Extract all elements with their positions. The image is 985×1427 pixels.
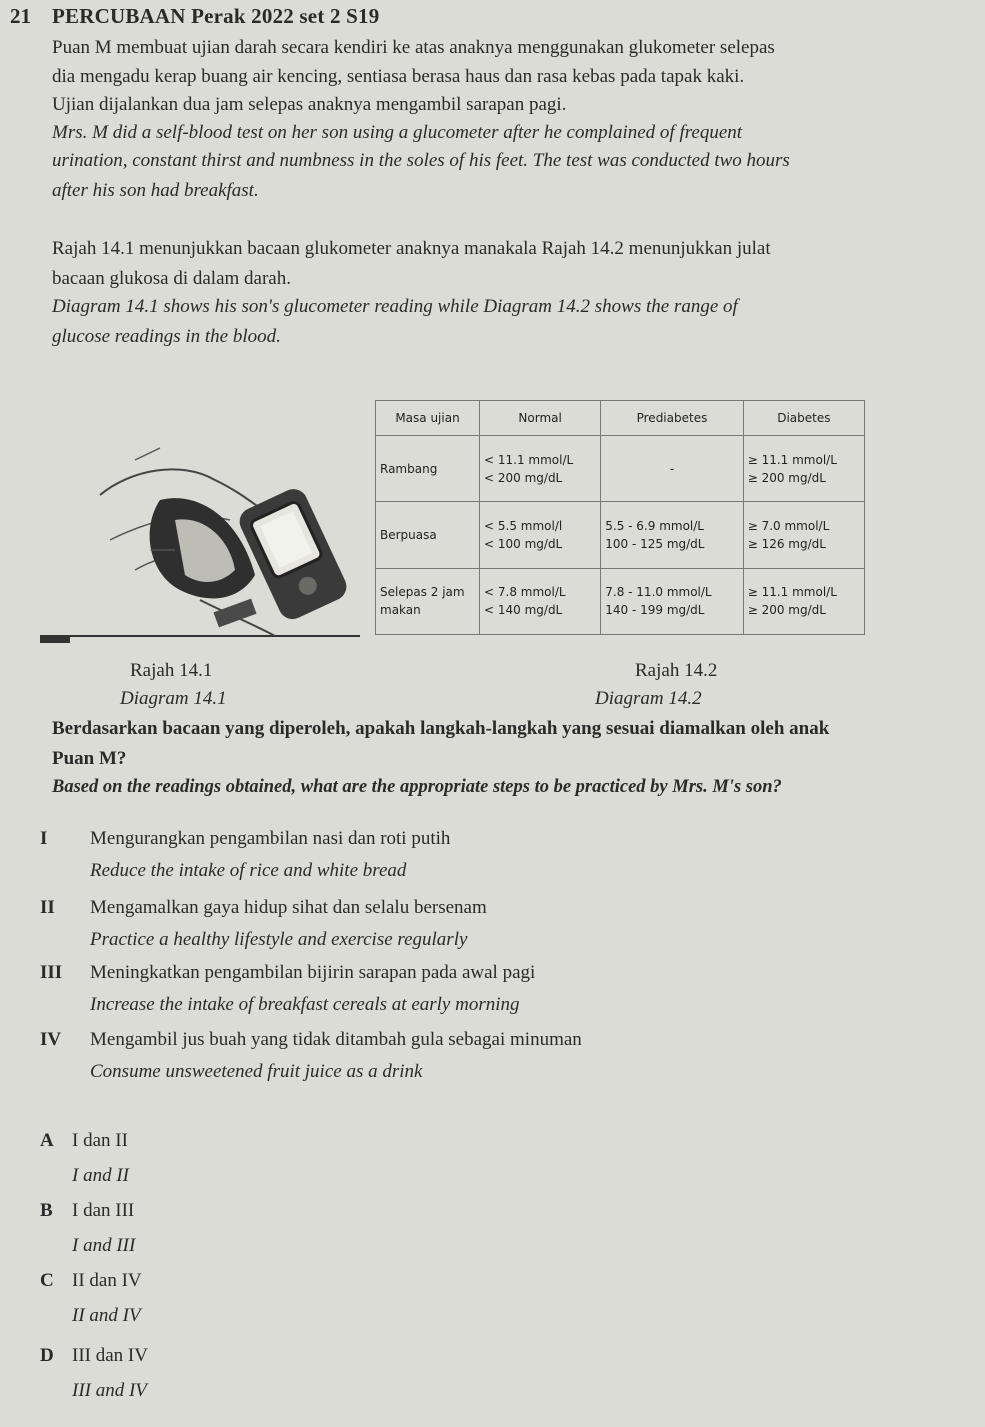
row-label-after-meal: [376, 568, 480, 634]
answer-letter-b[interactable]: B: [40, 1200, 53, 1221]
row-label-line: Selepas 2 jam: [380, 585, 465, 600]
diagram-desc-ms-line-2: bacaan glukosa di dalam darah.: [52, 268, 291, 289]
statement-en-4: Consume unsweetened fruit juice as a drink: [90, 1061, 423, 1082]
answer-ms-b[interactable]: I dan III: [72, 1200, 135, 1221]
glucose-range-table: [375, 400, 865, 635]
intro-ms-line-2: dia mengadu kerap buang air kencing, sentiasa berasa haus dan rasa kebas pada tapak kaki.: [52, 66, 745, 87]
statement-num-1: I: [40, 828, 48, 849]
cell-random-diabetes: [743, 436, 864, 502]
cell-line: 7.8 - 11.0 mmol/L: [605, 585, 712, 600]
cell-after-meal-normal: [480, 568, 601, 634]
cell-line: < 100 mg/dL: [484, 536, 563, 551]
header-normal: Normal: [480, 401, 601, 436]
cell-line: ≥ 200 mg/dL: [747, 603, 826, 618]
cell-line: ≥ 11.1 mmol/L: [747, 452, 837, 467]
glucometer-illustration: [40, 400, 360, 648]
diagram-desc-en-line-1: Diagram 14.1 shows his son's glucometer reading while Diagram 14.2 shows the range of: [52, 296, 738, 317]
intro-en-line-1: Mrs. M did a self-blood test on her son using a glucometer after he complained of frequent: [52, 122, 743, 143]
answer-letter-a[interactable]: A: [40, 1130, 54, 1151]
statement-ms-1: Mengurangkan pengambilan nasi dan roti putih: [90, 828, 451, 849]
statement-en-2: Practice a healthy lifestyle and exercise regularly: [90, 929, 468, 950]
cell-line: < 11.1 mmol/L: [484, 452, 574, 467]
header-diabetes: Diabetes: [743, 401, 864, 436]
diagram2-caption-ms: Rajah 14.2: [635, 660, 718, 681]
answer-en-d[interactable]: III and IV: [72, 1380, 147, 1401]
intro-en-line-2: urination, constant thirst and numbness in the soles of his feet. The test was conducted two hours: [52, 150, 790, 171]
diagram1-caption-ms: Rajah 14.1: [130, 660, 213, 681]
answer-letter-d[interactable]: D: [40, 1345, 54, 1366]
statement-num-3: III: [40, 962, 63, 983]
cell-line: ≥ 126 mg/dL: [747, 536, 826, 551]
question-number: 21: [10, 4, 31, 28]
statement-num-2: II: [40, 897, 55, 918]
cell-fasting-prediabetes: [601, 502, 743, 568]
cell-fasting-normal: [480, 502, 601, 568]
cell-line: 140 - 199 mg/dL: [605, 603, 705, 618]
row-label-random: Rambang: [376, 436, 480, 502]
row-label-fasting: Berpuasa: [376, 502, 480, 568]
cell-line: ≥ 7.0 mmol/L: [747, 518, 830, 533]
diagram-desc-ms-line-1: Rajah 14.1 menunjukkan bacaan glukometer anaknya manakala Rajah 14.2 menunjukkan julat: [52, 238, 771, 259]
statement-en-3: Increase the intake of breakfast cereals at early morning: [90, 994, 520, 1015]
cell-line: 5.5 - 6.9 mmol/L: [605, 518, 704, 533]
row-label-line: makan: [380, 603, 421, 618]
answer-en-a[interactable]: I and II: [72, 1165, 129, 1186]
answer-en-b[interactable]: I and III: [72, 1235, 136, 1256]
statement-num-4: IV: [40, 1029, 62, 1050]
cell-line: 100 - 125 mg/dL: [605, 536, 705, 551]
answer-ms-a[interactable]: I dan II: [72, 1130, 128, 1151]
cell-random-normal: [480, 436, 601, 502]
statement-ms-3: Meningkatkan pengambilan bijirin sarapan pada awal pagi: [90, 962, 536, 983]
cell-after-meal-diabetes: [743, 568, 864, 634]
statement-ms-4: Mengambil jus buah yang tidak ditambah gula sebagai minuman: [90, 1029, 582, 1050]
cell-random-prediabetes: [601, 436, 743, 502]
question-title: PERCUBAAN Perak 2022 set 2 S19: [52, 4, 380, 28]
header-test-time: Masa ujian: [376, 401, 480, 436]
cell-after-meal-prediabetes: [601, 568, 743, 634]
diagram1-caption-en: Diagram 14.1: [120, 688, 227, 709]
intro-ms-line-1: Puan M membuat ujian darah secara kendiri ke atas anaknya menggunakan glukometer selepas: [52, 37, 775, 58]
cell-line: < 5.5 mmol/l: [484, 518, 563, 533]
answer-ms-c[interactable]: II dan IV: [72, 1270, 142, 1291]
cell-line: < 7.8 mmol/L: [484, 585, 566, 600]
diagram-desc-en-line-2: glucose readings in the blood.: [52, 326, 281, 347]
answer-en-c[interactable]: II and IV: [72, 1305, 141, 1326]
header-prediabetes: Prediabetes: [601, 401, 743, 436]
cell-line: < 200 mg/dL: [484, 470, 563, 485]
prompt-en: Based on the readings obtained, what are the appropriate steps to be practiced by Mrs. M's son?: [52, 777, 782, 797]
statement-ms-2: Mengamalkan gaya hidup sihat dan selalu bersenam: [90, 897, 487, 918]
answer-letter-c[interactable]: C: [40, 1270, 54, 1291]
cell-line: -: [669, 461, 675, 476]
cell-line: ≥ 11.1 mmol/L: [747, 585, 837, 600]
answer-ms-d[interactable]: III dan IV: [72, 1345, 148, 1366]
intro-ms-line-3: Ujian dijalankan dua jam selepas anaknya mengambil sarapan pagi.: [52, 94, 567, 115]
prompt-ms-line-1: Berdasarkan bacaan yang diperoleh, apakah langkah-langkah yang sesuai diamalkan oleh anak: [52, 718, 830, 739]
intro-en-line-3: after his son had breakfast.: [52, 180, 259, 201]
cell-fasting-diabetes: [743, 502, 864, 568]
prompt-ms-line-2: Puan M?: [52, 748, 127, 769]
diagram2-caption-en: Diagram 14.2: [595, 688, 702, 709]
cell-line: < 140 mg/dL: [484, 603, 563, 618]
cell-line: ≥ 200 mg/dL: [747, 470, 826, 485]
statement-en-1: Reduce the intake of rice and white bread: [90, 860, 407, 881]
